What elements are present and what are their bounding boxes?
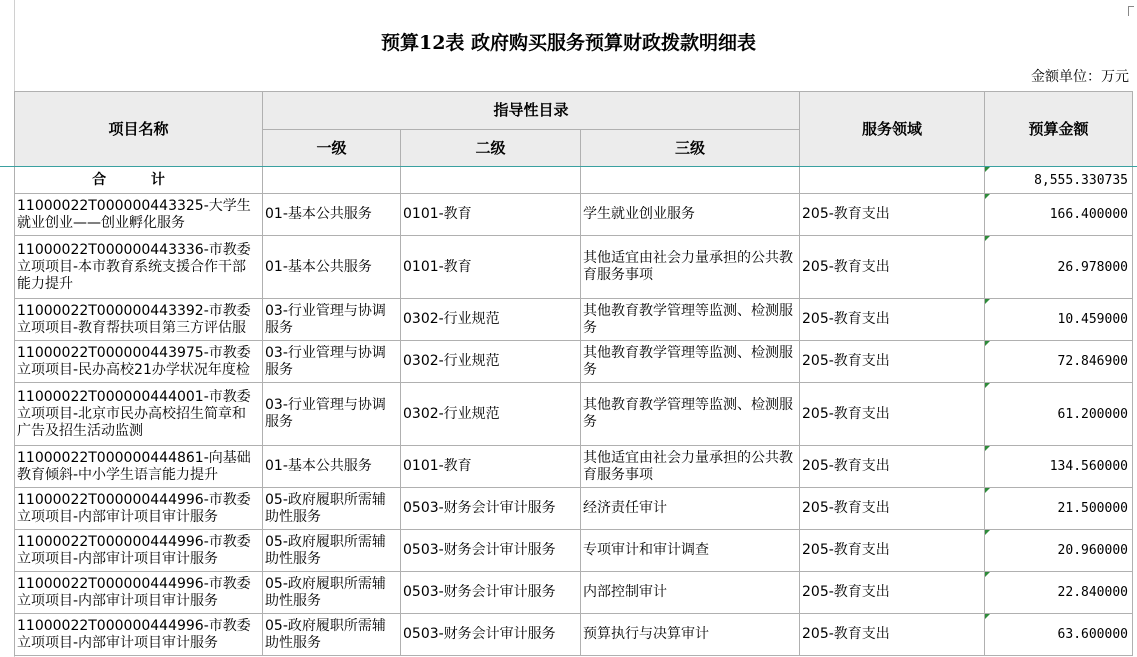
level-3-cell-text: 学生就业创业服务 <box>583 206 695 222</box>
budget-amount-cell[interactable]: 166.400000 <box>985 194 1133 236</box>
table-row[interactable] <box>15 341 1133 383</box>
service-domain-cell-text: 205-教育支出 <box>802 458 890 474</box>
level-3-cell-text: 其他教育教学管理等监测、检测服务 <box>583 302 793 336</box>
level-2-cell-text: 0503-财务会计审计服务 <box>403 626 556 642</box>
level-2-cell-text: 0302-行业规范 <box>403 405 500 422</box>
level-1-cell[interactable] <box>263 341 401 383</box>
level-1-cell[interactable] <box>263 194 401 236</box>
table-row[interactable] <box>15 383 1133 446</box>
total-label[interactable]: 合 计 <box>15 167 263 194</box>
level-2-cell-text: 0101-教育 <box>403 458 472 474</box>
table-row[interactable] <box>15 614 1133 656</box>
level-3-cell[interactable] <box>581 446 800 488</box>
header-service-domain[interactable]: 服务领域 <box>800 92 985 167</box>
project-name-cell-text: 11000022T000000444996-市教委立项项目-内部审计项目审计服务 <box>17 533 251 567</box>
project-name-cell-text: 11000022T000000444996-市教委立项项目-内部审计项目审计服务 <box>17 617 251 651</box>
project-name-cell-text: 11000022T000000444996-市教委立项项目-内部审计项目审计服务 <box>17 575 251 609</box>
level-3-cell-text: 其他教育教学管理等监测、检测服务 <box>583 344 793 378</box>
level-2-cell-text: 0503-财务会计审计服务 <box>403 542 556 558</box>
budget-amount-cell[interactable]: 61.200000 <box>985 383 1133 446</box>
service-domain-cell[interactable] <box>800 530 985 572</box>
level-3-cell-text: 预算执行与决算审计 <box>583 626 709 642</box>
level-2-cell[interactable] <box>401 572 581 614</box>
level-2-cell[interactable] <box>401 488 581 530</box>
header-level-2[interactable]: 二级 <box>401 130 581 167</box>
project-name-cell-text: 11000022T000000443392-市教委立项项目-教育帮扶项目第三方评估服 <box>17 302 251 336</box>
amount-unit-label: 金额单位：万元 <box>1031 69 1129 85</box>
level-3-cell[interactable] <box>581 572 800 614</box>
budget-amount-cell[interactable]: 134.560000 <box>985 446 1133 488</box>
level-3-cell[interactable] <box>581 614 800 656</box>
budget-amount-cell[interactable]: 21.500000 <box>985 488 1133 530</box>
level-2-cell-text: 0302-行业规范 <box>403 353 500 369</box>
level-2-cell[interactable] <box>401 341 581 383</box>
level-1-cell-text: 05-政府履职所需辅助性服务 <box>265 533 386 567</box>
level-3-cell-text: 经济责任审计 <box>583 500 667 516</box>
level-1-cell[interactable] <box>263 614 401 656</box>
level-2-cell-text: 0101-教育 <box>403 206 472 222</box>
level-1-cell[interactable] <box>263 572 401 614</box>
level-2-cell-text: 0503-财务会计审计服务 <box>403 584 556 600</box>
service-domain-cell-text: 205-教育支出 <box>802 542 890 558</box>
project-name-cell[interactable] <box>15 572 263 614</box>
budget-amount-cell[interactable]: 10.459000 <box>985 299 1133 341</box>
freeze-pane-line <box>0 166 1137 167</box>
service-domain-cell-text: 205-教育支出 <box>802 405 890 422</box>
level-1-cell-text: 03-行业管理与协调服务 <box>265 302 386 336</box>
header-level-3[interactable]: 三级 <box>581 130 800 167</box>
level-2-cell-text: 0302-行业规范 <box>403 311 500 327</box>
project-name-cell-text: 11000022T000000443336-市教委立项项目-本市教育系统支援合作干部能力提升 <box>17 241 251 292</box>
level-3-cell-text: 内部控制审计 <box>583 584 667 600</box>
table-row[interactable] <box>15 299 1133 341</box>
table-row[interactable] <box>15 530 1133 572</box>
total-amount[interactable]: 8,555.330735 <box>985 167 1133 194</box>
level-2-cell[interactable] <box>401 236 581 299</box>
table-row[interactable] <box>15 236 1133 299</box>
service-domain-cell-text: 205-教育支出 <box>802 500 890 516</box>
project-name-cell[interactable] <box>15 614 263 656</box>
level-3-cell-text: 其他适宜由社会力量承担的公共教育服务事项 <box>583 449 793 483</box>
header-budget-amount[interactable]: 预算金额 <box>985 92 1133 167</box>
level-2-cell[interactable] <box>401 614 581 656</box>
service-domain-cell-text: 205-教育支出 <box>802 206 890 222</box>
header-level-1[interactable]: 一级 <box>263 130 401 167</box>
service-domain-cell[interactable] <box>800 383 985 446</box>
level-3-cell[interactable] <box>581 299 800 341</box>
service-domain-cell[interactable] <box>800 488 985 530</box>
service-domain-cell-text: 205-教育支出 <box>802 353 890 369</box>
header-project-name[interactable]: 项目名称 <box>15 92 263 167</box>
total-domain[interactable] <box>800 167 985 194</box>
project-name-cell[interactable] <box>15 488 263 530</box>
service-domain-cell[interactable] <box>800 236 985 299</box>
level-2-cell[interactable] <box>401 383 581 446</box>
level-3-cell[interactable] <box>581 488 800 530</box>
level-1-cell-text: 01-基本公共服务 <box>265 458 372 474</box>
service-domain-cell[interactable] <box>800 446 985 488</box>
project-name-cell[interactable] <box>15 530 263 572</box>
level-1-cell-text: 05-政府履职所需辅助性服务 <box>265 575 386 609</box>
level-1-cell-text: 03-行业管理与协调服务 <box>265 397 386 430</box>
level-2-cell[interactable] <box>401 299 581 341</box>
budget-amount-cell[interactable]: 20.960000 <box>985 530 1133 572</box>
service-domain-cell-text: 205-教育支出 <box>802 258 890 275</box>
level-2-cell[interactable] <box>401 194 581 236</box>
level-3-cell[interactable] <box>581 194 800 236</box>
budget-amount-cell[interactable]: 63.600000 <box>985 614 1133 656</box>
level-1-cell[interactable] <box>263 299 401 341</box>
total-level-3[interactable] <box>581 167 800 194</box>
project-name-cell[interactable] <box>15 194 263 236</box>
level-3-cell[interactable] <box>581 530 800 572</box>
service-domain-cell-text: 205-教育支出 <box>802 311 890 327</box>
total-level-2[interactable] <box>401 167 581 194</box>
project-name-cell[interactable] <box>15 383 263 446</box>
project-name-cell-text: 11000022T000000443975-市教委立项项目-民办高校21办学状况年度检 <box>17 344 251 378</box>
page-title: 预算12表 政府购买服务预算财政拨款明细表 <box>380 32 757 54</box>
service-domain-cell[interactable] <box>800 572 985 614</box>
table-row[interactable] <box>15 572 1133 614</box>
level-1-cell[interactable] <box>263 530 401 572</box>
service-domain-cell-text: 205-教育支出 <box>802 584 890 600</box>
level-1-cell[interactable] <box>263 236 401 299</box>
window-corner-mark <box>1128 6 1135 16</box>
level-1-cell[interactable] <box>263 446 401 488</box>
level-1-cell-text: 05-政府履职所需辅助性服务 <box>265 491 386 525</box>
total-level-1[interactable] <box>263 167 401 194</box>
level-1-cell-text: 05-政府履职所需辅助性服务 <box>265 617 386 651</box>
service-domain-cell[interactable] <box>800 341 985 383</box>
project-name-cell[interactable] <box>15 341 263 383</box>
level-2-cell-text: 0101-教育 <box>403 258 472 275</box>
service-domain-cell-text: 205-教育支出 <box>802 626 890 642</box>
service-domain-cell[interactable] <box>800 614 985 656</box>
service-domain-cell[interactable] <box>800 299 985 341</box>
project-name-cell[interactable] <box>15 236 263 299</box>
level-2-cell[interactable] <box>401 446 581 488</box>
header-guide-catalog[interactable]: 指导性目录 <box>263 92 800 130</box>
project-name-cell-text: 11000022T000000444996-市教委立项项目-内部审计项目审计服务 <box>17 491 251 525</box>
service-domain-cell[interactable] <box>800 194 985 236</box>
budget-table <box>14 91 1133 656</box>
level-1-cell-text: 03-行业管理与协调服务 <box>265 344 386 378</box>
budget-amount-cell[interactable]: 22.840000 <box>985 572 1133 614</box>
level-1-cell-text: 01-基本公共服务 <box>265 258 372 275</box>
project-name-cell[interactable] <box>15 299 263 341</box>
level-1-cell[interactable] <box>263 488 401 530</box>
level-3-cell-text: 其他适宜由社会力量承担的公共教育服务事项 <box>583 250 793 283</box>
level-1-cell-text: 01-基本公共服务 <box>265 206 372 222</box>
project-name-cell[interactable] <box>15 446 263 488</box>
table-row[interactable] <box>15 194 1133 236</box>
level-3-cell[interactable] <box>581 341 800 383</box>
table-row[interactable] <box>15 446 1133 488</box>
project-name-cell-text: 11000022T000000444861-向基础教育倾斜-中小学生语言能力提升 <box>17 449 251 483</box>
level-2-cell-text: 0503-财务会计审计服务 <box>403 500 556 516</box>
budget-amount-cell[interactable]: 26.978000 <box>985 236 1133 299</box>
project-name-cell-text: 11000022T000000443325-大学生就业创业——创业孵化服务 <box>17 197 251 231</box>
table-row[interactable] <box>15 488 1133 530</box>
level-3-cell-text: 专项审计和审计调查 <box>583 542 709 558</box>
level-1-cell[interactable] <box>263 383 401 446</box>
level-2-cell[interactable] <box>401 530 581 572</box>
budget-amount-cell[interactable]: 72.846900 <box>985 341 1133 383</box>
total-row[interactable] <box>15 167 1133 194</box>
level-3-cell[interactable] <box>581 383 800 446</box>
level-3-cell[interactable] <box>581 236 800 299</box>
project-name-cell-text: 11000022T000000444001-市教委立项项目-北京市民办高校招生简章和广告及招生活动监测 <box>17 388 251 439</box>
level-3-cell-text: 其他教育教学管理等监测、检测服务 <box>583 397 793 430</box>
